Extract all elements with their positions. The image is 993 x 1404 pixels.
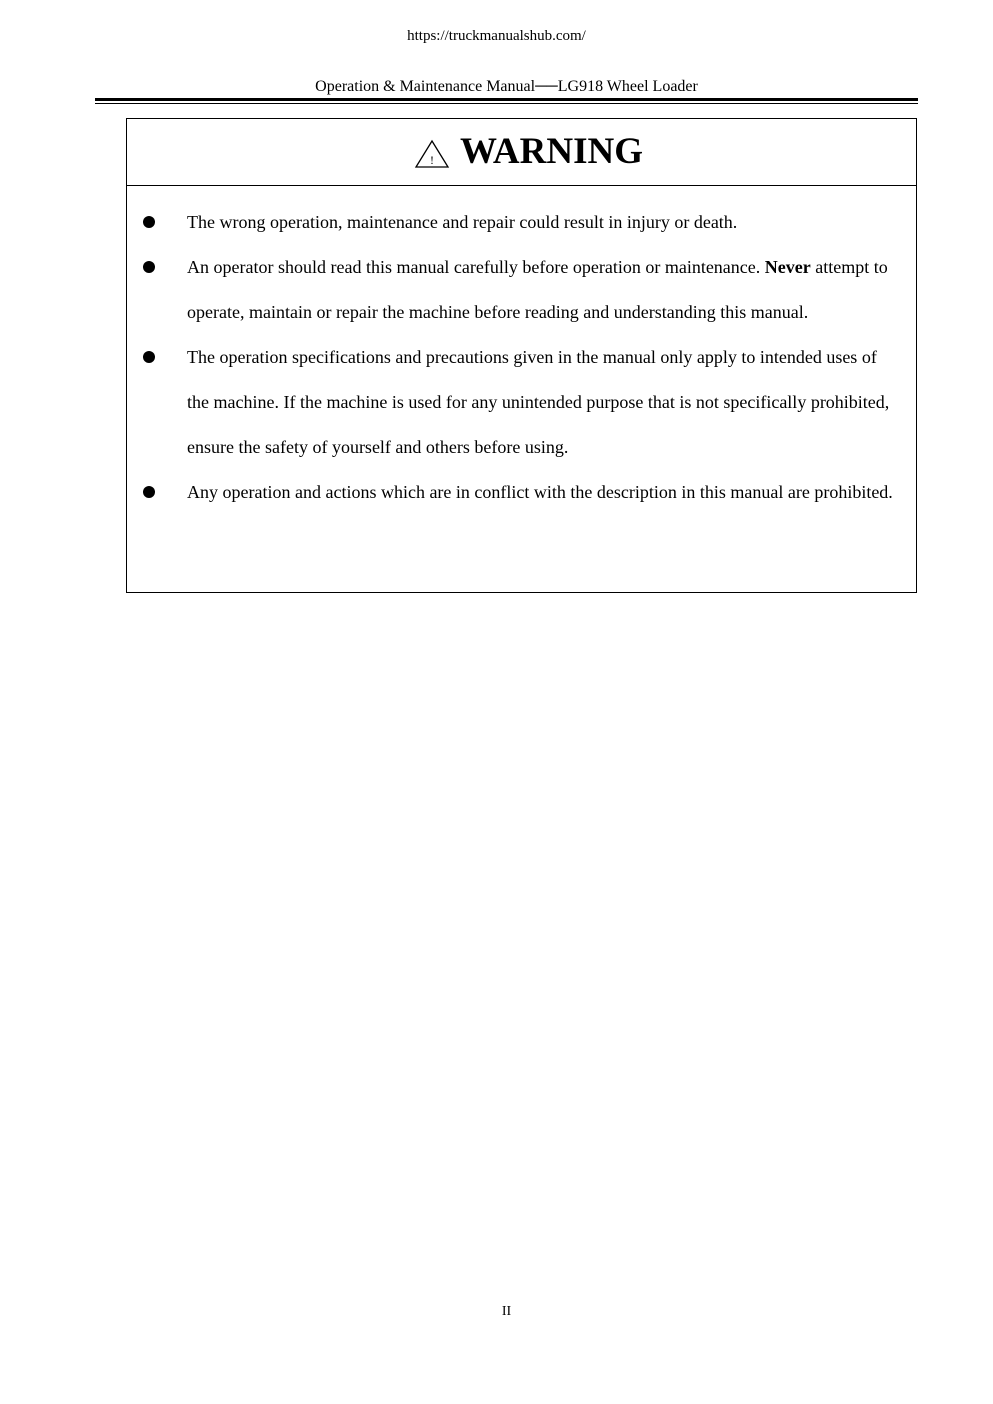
running-header: Operation & Maintenance Manual──LG918 Wheel Loader (315, 78, 698, 95)
warning-box (126, 118, 917, 593)
warning-header (127, 119, 916, 186)
warning-item-text: attempt to operate, maintain or repair the machine before reading and understanding this manual. (187, 257, 888, 322)
warning-triangle-icon (414, 139, 450, 169)
source-url: https://truckmanualshub.com/ (407, 28, 586, 44)
warning-item (127, 335, 896, 470)
warning-item (127, 245, 896, 335)
svg-text:!: ! (430, 153, 435, 167)
header-rule-thick (95, 98, 918, 101)
bullet-dot (143, 486, 155, 498)
warning-item-text: An operator should read this manual carefully before operation or maintenance. (187, 257, 765, 277)
warning-item-text: The operation specifications and precautions given in the manual only apply to intended uses of the machine. If the machine is used for any unintended purpose that is not specifically prohibited, ensure the safety of yourself and others before using. (187, 347, 890, 457)
warning-list (127, 186, 916, 515)
bullet-dot (143, 351, 155, 363)
page-number: II (501, 1304, 512, 1319)
header-rule-thin (95, 103, 918, 104)
warning-item (127, 200, 896, 245)
warning-item-text: Any operation and actions which are in conflict with the description in this manual are prohibited. (187, 482, 893, 502)
bullet-dot (143, 216, 155, 228)
warning-item (127, 470, 896, 515)
bullet-dot (143, 261, 155, 273)
warning-item-text: The wrong operation, maintenance and repair could result in injury or death. (187, 212, 738, 232)
warning-item-emphasis: Never (764, 257, 811, 277)
warning-title: WARNING (460, 131, 643, 172)
